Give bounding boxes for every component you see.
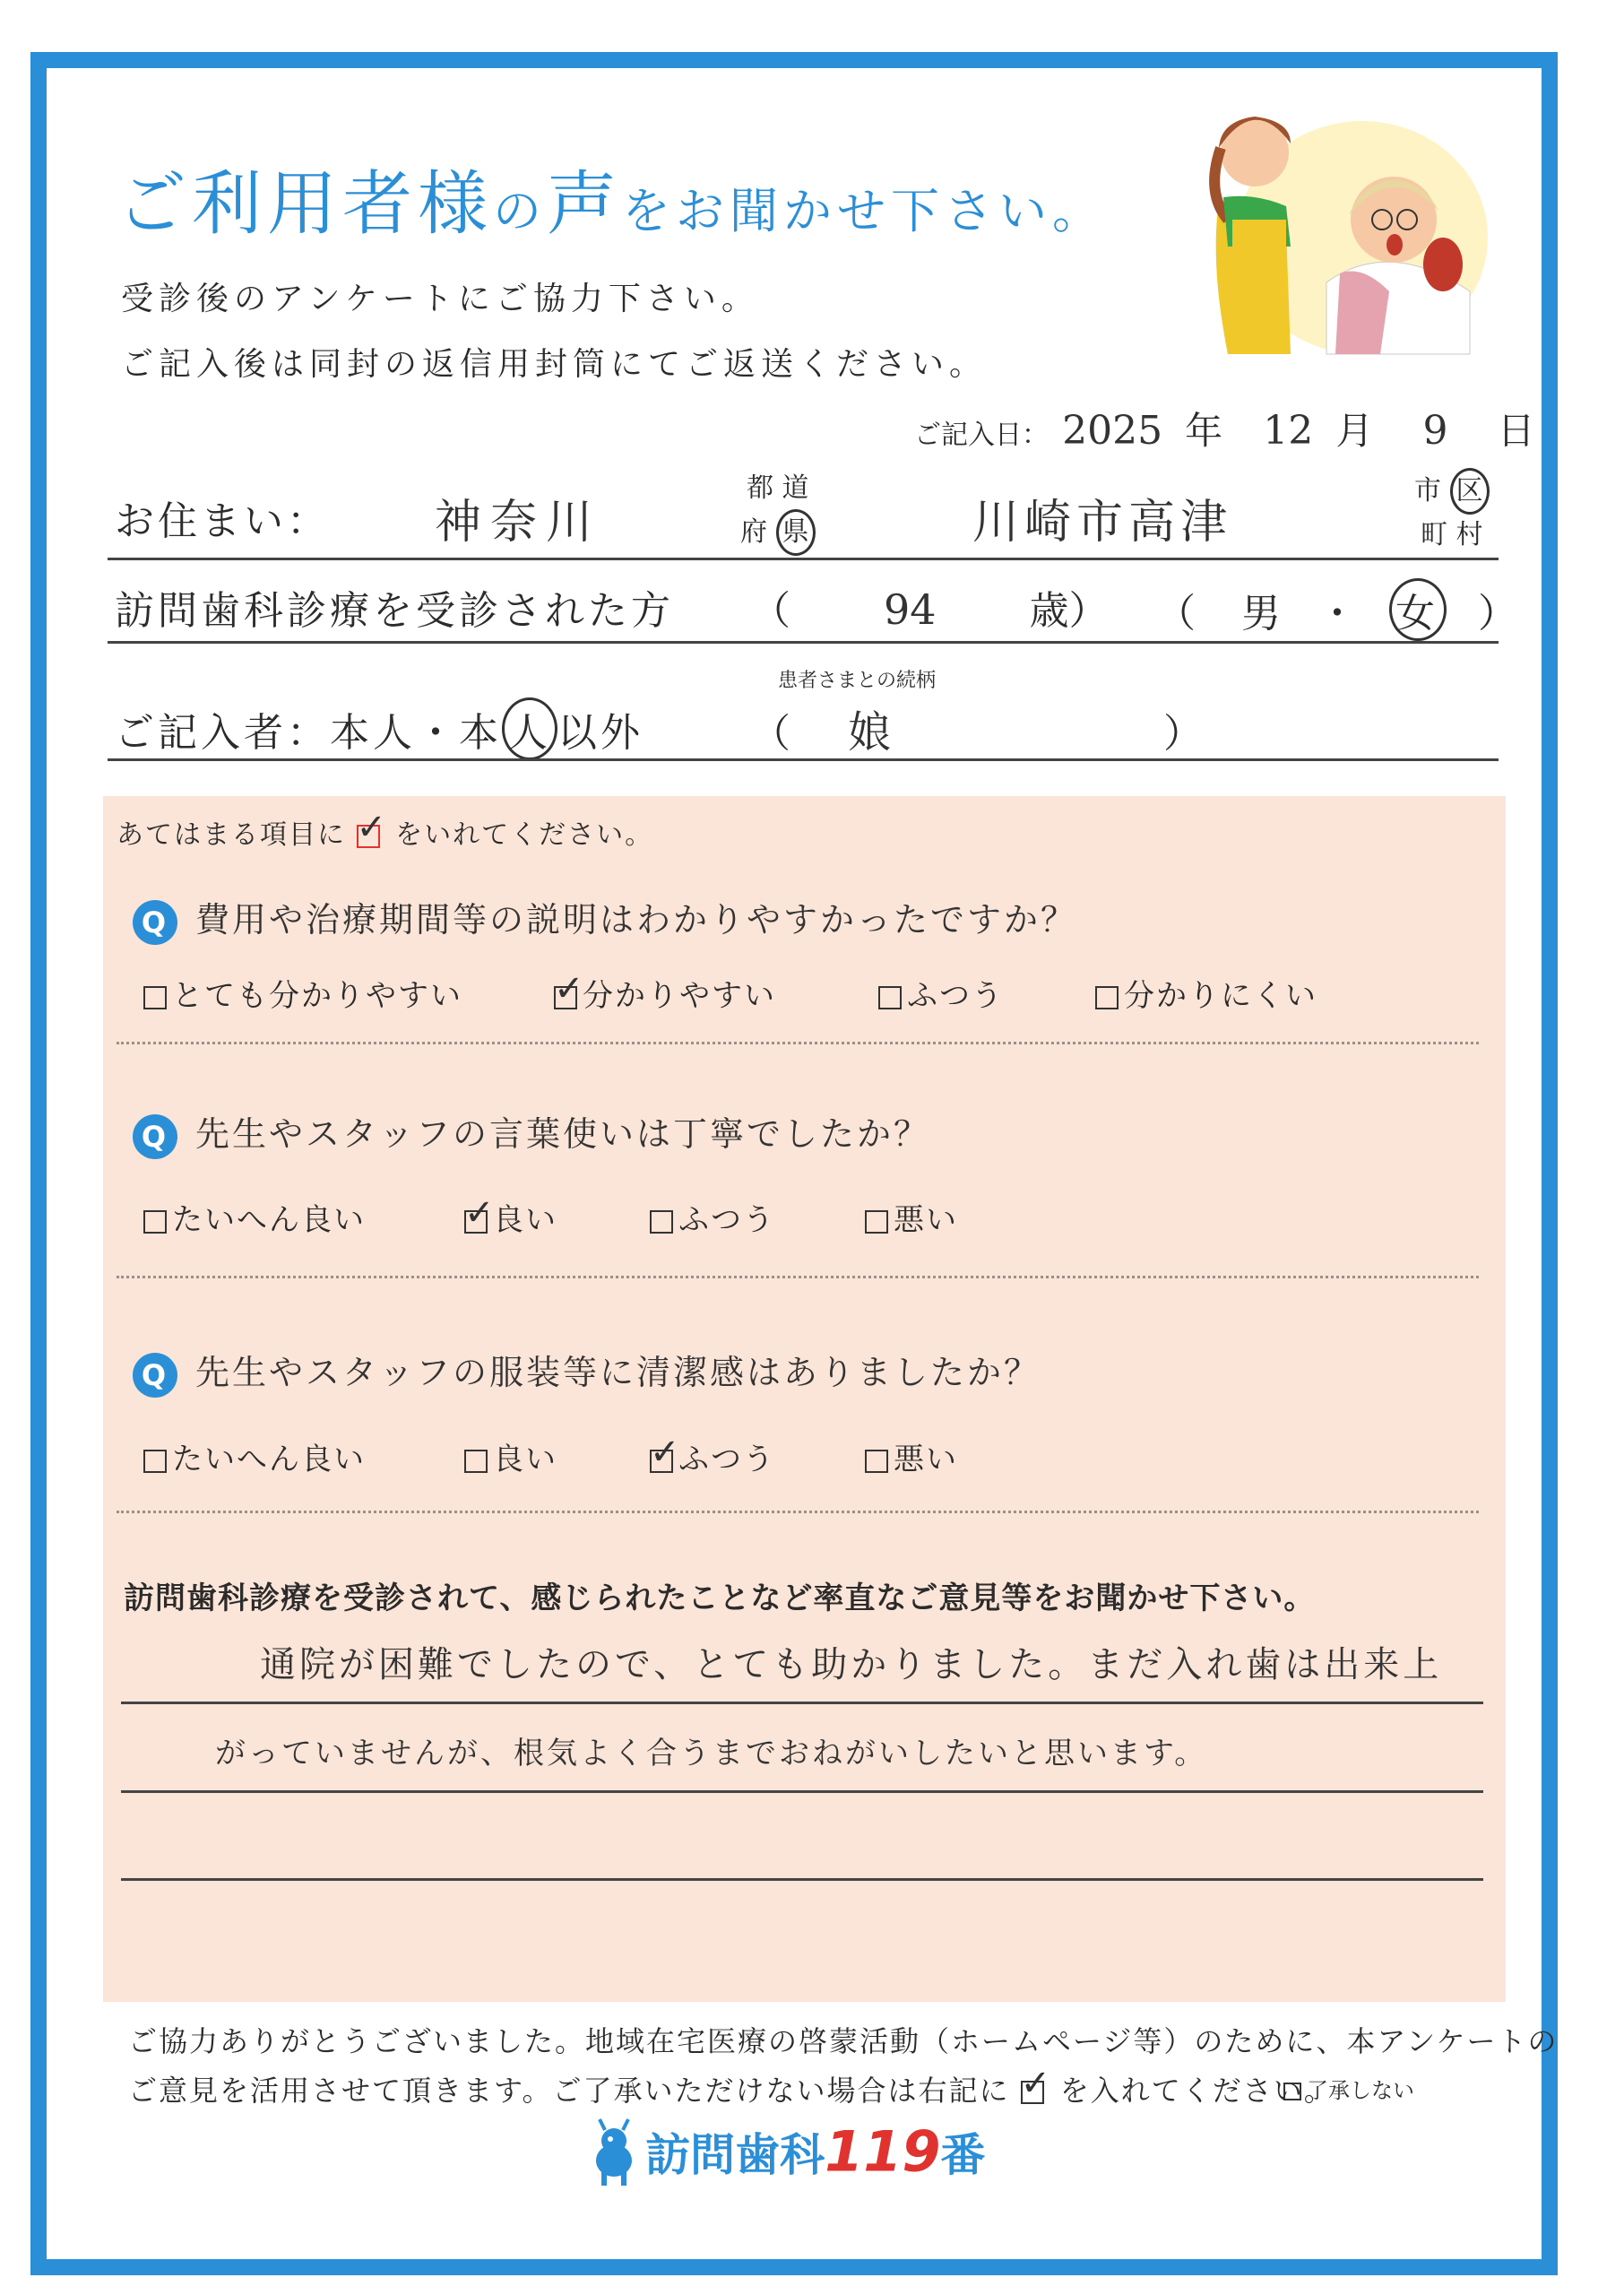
q2-option-3[interactable]: ふつう — [650, 1195, 775, 1239]
question-icon: Q — [133, 1353, 177, 1398]
q2-divider — [117, 1276, 1479, 1278]
q3-divider — [117, 1511, 1479, 1513]
q1-option-3[interactable]: ふつう — [878, 971, 1004, 1015]
opinion-rule-3 — [121, 1878, 1483, 1881]
question-icon: Q — [133, 1114, 177, 1159]
relation-caption: 患者さまとの続柄 — [778, 670, 937, 692]
patient-gender: （ 男 ・ 女 ） — [1156, 578, 1523, 641]
prefecture-suffix: 都 道 府 県 — [740, 468, 816, 556]
sample-checkbox-icon — [357, 825, 380, 848]
date-month: 12 — [1263, 408, 1314, 454]
question-1: Q 費用や治療期間等の説明はわかりやすかったですか？ — [133, 892, 1077, 945]
date-label: ご記入日： — [914, 420, 1049, 451]
date-year: 2025 — [1062, 408, 1163, 454]
q3-option-4[interactable]: 悪い — [865, 1434, 958, 1478]
question-2: Q 先生やスタッフの言葉使いは丁寧でしたか？ — [133, 1106, 930, 1159]
opinion-line-2: がっていませんが、根気よく合うまでおねがいしたいと思います。 — [215, 1736, 1208, 1771]
footer-thanks-line-2: ご意見を活用させて頂きます。ご了承いただけない場合は右記に ✓ を入れてください。 — [128, 2068, 1335, 2109]
q2-option-4[interactable]: 悪い — [865, 1195, 958, 1239]
q3-option-2[interactable]: 良い — [464, 1434, 557, 1478]
writer-label: ご記入者：本人・本 人 以外 — [115, 697, 644, 760]
patient-rule — [108, 641, 1499, 644]
intro-line-2: ご記入後は同封の返信用封筒にてご返送ください。 — [121, 346, 988, 383]
caregiver-illustration — [1156, 85, 1488, 372]
patient-label: 訪問歯科診療を受診された方 — [115, 588, 674, 634]
opinion-line-1: 通院が困難でしたので、とても助かりました。まだ入れ歯は出来上 — [260, 1644, 1443, 1685]
opinion-prompt: 訪問歯科診療を受診されて、感じられたことなど率直なご意見等をお聞かせ下さい。 — [124, 1581, 1316, 1616]
writer-relation: （ 娘 ） — [751, 707, 1204, 758]
address-city: 川崎市高津 — [972, 496, 1233, 550]
question-3: Q 先生やスタッフの服装等に清潔感はありましたか？ — [133, 1345, 1041, 1398]
q2-option-2[interactable]: ✓ 良い — [464, 1195, 557, 1239]
sample-checkbox-icon — [1021, 2081, 1044, 2104]
opinion-rule-2 — [121, 1790, 1483, 1793]
deer-mascot-icon — [587, 2116, 641, 2187]
q3-option-3[interactable]: ✓ ふつう — [650, 1434, 775, 1478]
date-entry: ご記入日： 2025 年 12 月 9 日 — [914, 408, 1535, 454]
q1-option-2[interactable]: ✓ 分かりやすい — [554, 971, 776, 1015]
address-label: お住まい： — [115, 498, 330, 544]
date-day: 9 — [1422, 408, 1448, 454]
city-suffix: 市 区 町 村 — [1414, 468, 1490, 556]
footer-thanks-line-1: ご協力ありがとうございました。地域在宅医療の啓蒙活動（ホームページ等）のために、本アンケートの — [128, 2024, 1559, 2058]
intro-line-1: 受診後のアンケートにご協力下さい。 — [121, 281, 759, 317]
decline-checkbox[interactable]: 了承しない — [1283, 2073, 1414, 2104]
q1-divider — [117, 1042, 1479, 1044]
q1-option-1[interactable]: とても分かりやすい — [143, 971, 462, 1015]
instructions: あてはまる項目に ✓ をいれてください。 — [117, 812, 653, 852]
q1-option-4[interactable]: 分かりにくい — [1095, 971, 1317, 1015]
gender-female-circled: 女 — [1389, 578, 1447, 641]
gender-male: 男 — [1241, 591, 1286, 637]
page-title: ご利用者様の声をお聞かせ下さい。 — [117, 164, 1107, 245]
address-prefecture: 神奈川 — [435, 496, 602, 550]
writer-rule — [108, 758, 1499, 761]
q2-option-1[interactable]: たいへん良い — [143, 1195, 366, 1239]
opinion-rule-1 — [121, 1702, 1483, 1704]
address-rule — [108, 558, 1499, 560]
question-icon: Q — [133, 900, 177, 945]
q3-option-1[interactable]: たいへん良い — [143, 1434, 366, 1478]
patient-age: （ 94 歳） — [751, 585, 1109, 634]
brand-logo: 訪問歯科119番 — [587, 2116, 986, 2187]
